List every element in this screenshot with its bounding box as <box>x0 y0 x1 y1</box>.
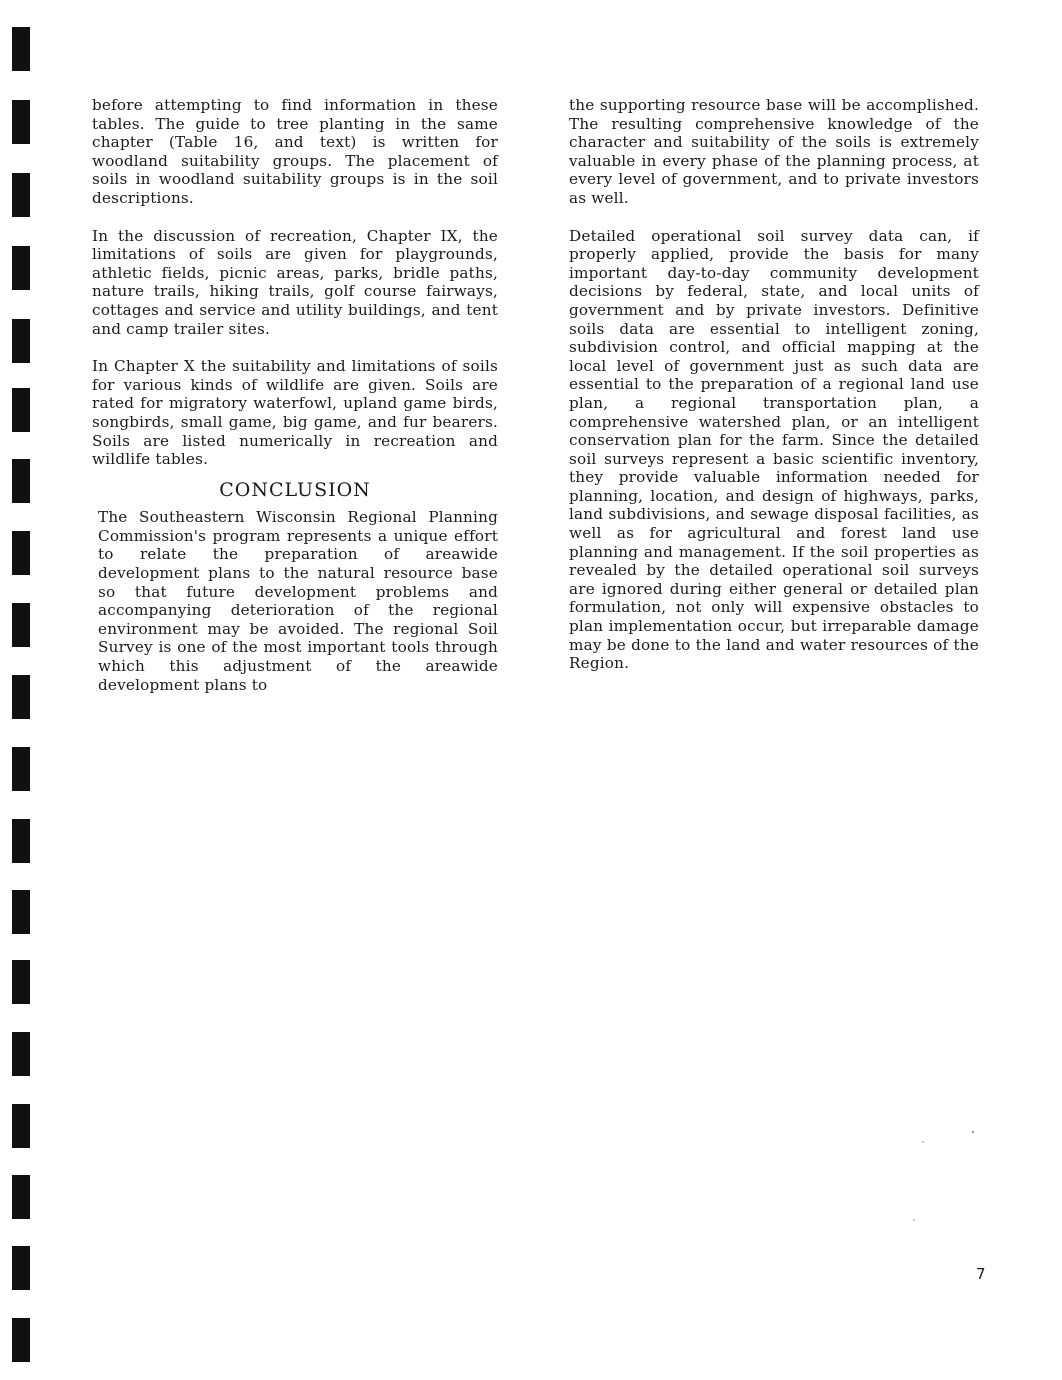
binding-hole-mark <box>12 1032 30 1076</box>
binding-hole-mark <box>12 890 30 934</box>
binding-hole-mark <box>12 819 30 863</box>
binding-hole-mark <box>12 1318 30 1362</box>
binding-hole-mark <box>12 388 30 432</box>
page-number: 7 <box>976 1265 986 1283</box>
scan-speck <box>913 1219 915 1221</box>
binding-hole-mark <box>12 1104 30 1148</box>
binding-hole-mark <box>12 960 30 1004</box>
binding-hole-mark <box>12 27 30 71</box>
paragraph-soil-survey-data: Detailed operational soil survey data can, if properly applied, provide the basis for many important day-to-day community development decisions by federal, state, and local units of government and by private investors. Definitive soils data are essential to intelligent zoning, subdivision control, and official mapping at the local level of government just as such data are essential to the preparation of a regional land use plan, a regional transportation plan, a comprehensive watershed plan, or an intelligent conservation plan for the farm. Since the detailed soil surveys represent a basic scientific inventory, they provide valuable information needed for planning, location, and design of highways, parks, land subdivisions, and sewage disposal facilities, as well as for agricultural and forest land use planning and management. If the soil properties as revealed by the detailed operational soil surveys are ignored during either general or detailed plan formulation, not only will expensive obstacles to plan implementation occur, but irreparable damage may be done to the land and water resources of the Region. <box>569 226 979 673</box>
right-text-column <box>569 96 979 692</box>
binding-hole-mark <box>12 100 30 144</box>
scan-speck <box>972 1131 974 1133</box>
paragraph-woodland: before attempting to find information in these tables. The guide to tree planting in the same chapter (Table 16, and text) is written for woodland suitability groups. The placement of soils in woodland suitability groups is in the soil descriptions. <box>92 96 498 207</box>
conclusion-heading: CONCLUSION <box>219 478 371 501</box>
scan-speck <box>922 1141 924 1143</box>
binding-hole-mark <box>12 459 30 503</box>
binding-hole-mark <box>12 531 30 575</box>
binding-hole-mark <box>12 675 30 719</box>
binding-hole-mark <box>12 173 30 217</box>
paragraph-resource-base: the supporting resource base will be accomplished. The resulting comprehensive knowledge of the character and suitability of the soils is extremely valuable in every phase of the planning process, at every level of government, and to private investors as well. <box>569 96 979 207</box>
left-text-column <box>92 96 498 713</box>
binding-hole-mark <box>12 603 30 647</box>
paragraph-wildlife: In Chapter X the suitability and limitations of soils for various kinds of wildlife are given. Soils are rated for migratory waterfowl, upland game birds, songbirds, small game, big game, and fur bearers. Soils are listed numerically in recreation and wildlife tables. <box>92 357 498 469</box>
binding-hole-mark <box>12 1175 30 1219</box>
paragraph-conclusion: The Southeastern Wisconsin Regional Planning Commission's program represents a unique effort to relate the preparation of areawide development plans to the natural resource base so that future development problems and accompanying deterioration of the regional environment may be avoided. The regional Soil Survey is one of the most important tools through which this adjustment of the areawide development plans to <box>98 508 498 694</box>
binding-hole-mark <box>12 1246 30 1290</box>
paragraph-recreation: In the discussion of recreation, Chapter IX, the limitations of soils are given for playgrounds, athletic fields, picnic areas, parks, bridle paths, nature trails, hiking trails, golf course fairways, cottages and service and utility buildings, and tent and camp trailer sites. <box>92 226 498 338</box>
binding-hole-mark <box>12 246 30 290</box>
binding-hole-mark <box>12 319 30 363</box>
binding-hole-mark <box>12 747 30 791</box>
